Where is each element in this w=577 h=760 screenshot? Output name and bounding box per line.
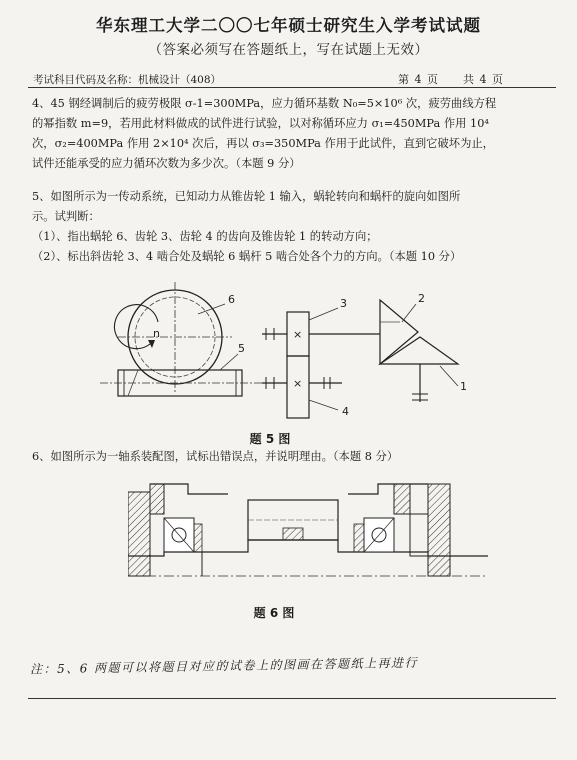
question-5-line: （2）、标出斜齿轮 3、4 啮合处及蜗轮 6 蜗杆 5 啮合处各个力的方向。（本题 10 分） <box>32 250 462 263</box>
question-4-line: 次，σ₂=400MPa 作用 2×10⁴ 次后，再以 σ₃=350MPa 作用于此试件，直到它破坏为止， <box>32 137 494 150</box>
label-2: 2 <box>418 292 425 305</box>
subject-info: 考试科目代码及名称：机械设计（408） <box>33 74 222 86</box>
label-4: 4 <box>342 405 349 418</box>
right-bearing <box>354 518 394 552</box>
label-6: 6 <box>228 293 235 306</box>
gear-3-direction-mark: × <box>293 328 303 341</box>
question-5-line: 5、如图所示为一传动系统，已知动力从锥齿轮 1 输入，蜗轮转向和蜗杆的旋向如图所 <box>32 190 461 203</box>
gear-4-direction-mark: × <box>293 377 303 390</box>
question-5-line: （1）、指出蜗轮 6、齿轮 3、齿轮 4 的齿向及锥齿轮 1 的转动方向； <box>32 230 378 243</box>
bevel-gear-1 <box>380 337 458 402</box>
label-1: 1 <box>460 380 467 393</box>
question-5-line: 示。试判断： <box>32 210 100 223</box>
header-divider <box>28 87 556 88</box>
figure-5-caption: 题 5 图 <box>249 432 291 446</box>
worm-wheel-6 <box>114 282 232 394</box>
figure-6-drawing <box>128 470 488 598</box>
rotation-label-n: n <box>153 327 160 340</box>
question-4-line: 4、45 钢经调制后的疲劳极限 σ-1=300MPa，应力循环基数 N₀=5×10⁶ 次，疲劳曲线方程 <box>32 97 497 110</box>
bevel-gear-2 <box>380 300 418 364</box>
question-5 <box>32 187 552 267</box>
figure-5-drawing <box>80 282 500 432</box>
figure-6-caption: 题 6 图 <box>253 606 295 620</box>
left-bearing <box>164 518 202 552</box>
question-6 <box>32 447 552 467</box>
exam-subtitle: （答案必须写在答题纸上，写在试题上无效） <box>148 42 429 58</box>
footer-divider <box>28 698 556 699</box>
label-3: 3 <box>340 297 347 310</box>
page-number: 第 4 页 共 4 页 <box>398 73 504 86</box>
gear-hub <box>248 500 338 540</box>
exam-title: 华东理工大学二〇〇七年硕士研究生入学考试试题 <box>96 16 481 35</box>
question-6-line: 6、如图所示为一轴系装配图，试标出错误点，并说明理由。（本题 8 分） <box>32 450 399 463</box>
worm-5 <box>100 370 270 396</box>
helical-gear-3 <box>262 312 380 356</box>
handwritten-note: 注：5、6 两题可以将题目对应的试卷上的图画在答题纸上再进行 <box>29 655 419 677</box>
question-4-line: 的幂指数 m=9，若用此材料做成的试件进行试验，以对称循环应力 σ₁=450MPa 作用 10⁴ <box>32 117 489 130</box>
label-5: 5 <box>238 342 245 355</box>
question-4-line: 试件还能承受的应力循环次数为多少次。（本题 9 分） <box>32 157 301 170</box>
question-4 <box>32 94 552 174</box>
